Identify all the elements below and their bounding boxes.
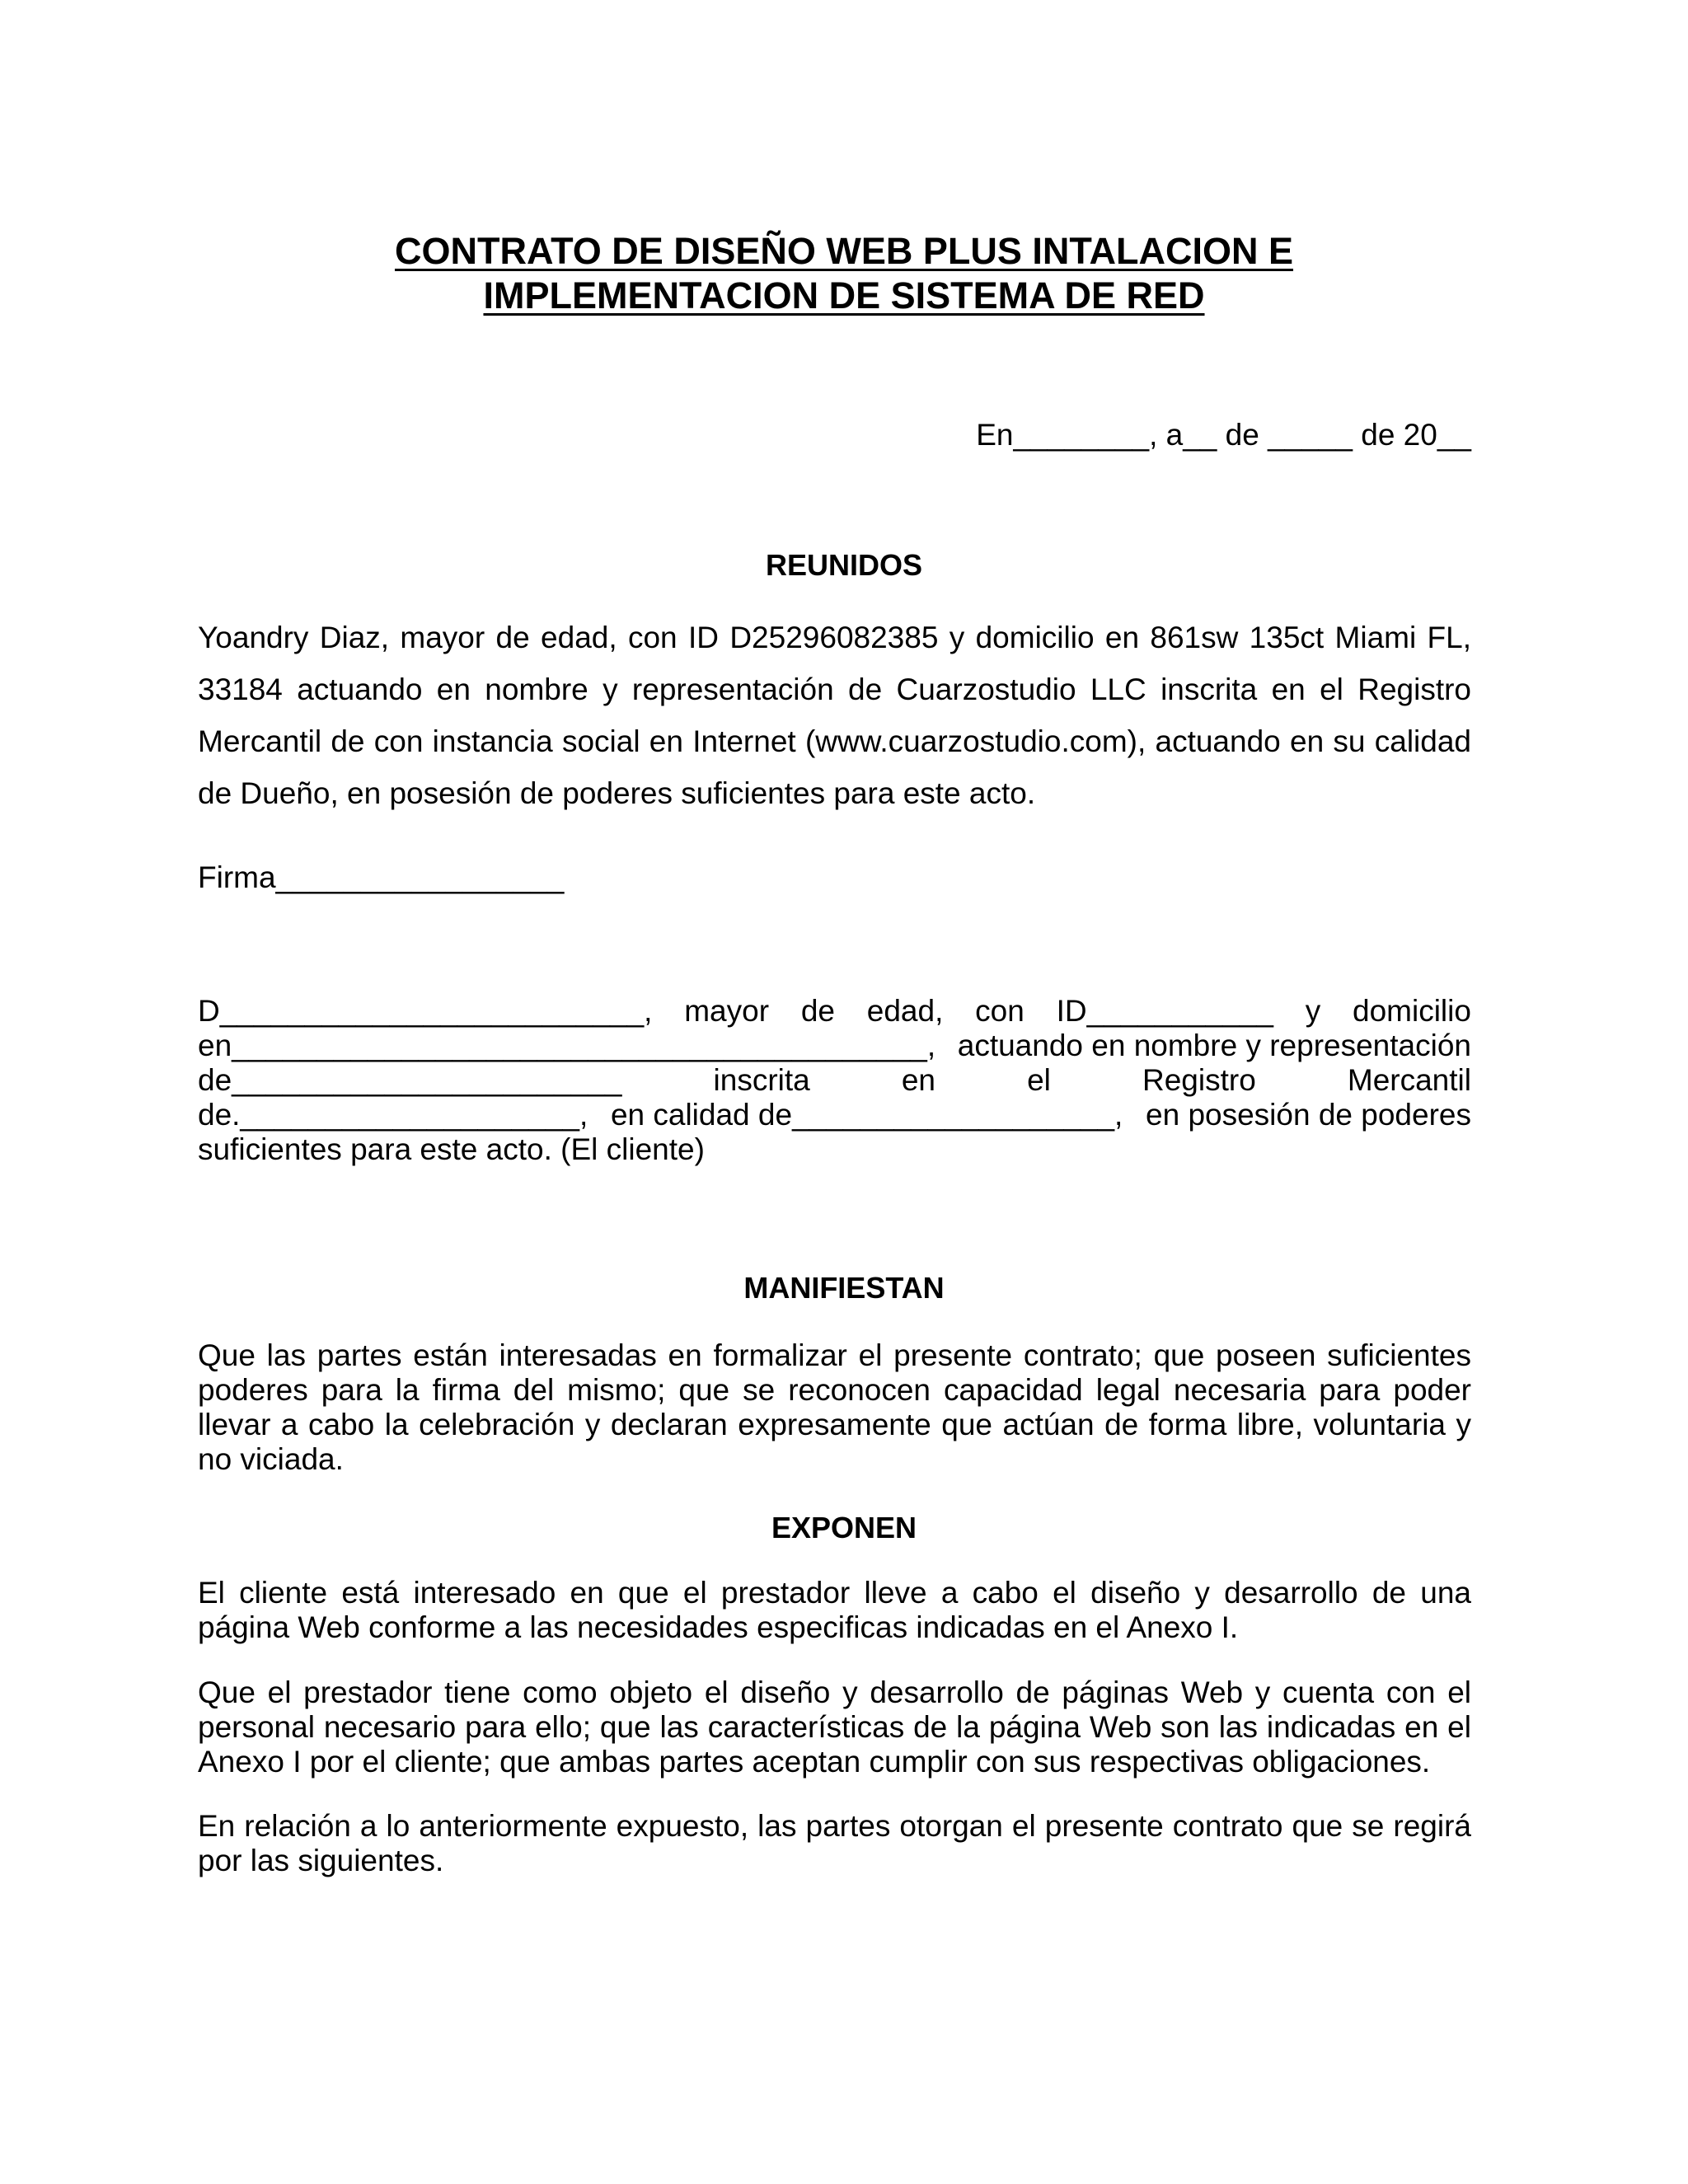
client-row-1-word: mayor [684, 994, 770, 1028]
client-row-3-word: el [1027, 1063, 1051, 1097]
heading-manifiestan: MANIFIESTAN [743, 1271, 945, 1305]
heading-reunidos: REUNIDOS [765, 548, 923, 582]
client-row-2-text: actuando en nombre y representación [957, 1029, 1471, 1062]
client-row-1-word: y [1305, 994, 1321, 1028]
client-row-3 [198, 1063, 1471, 1098]
client-row-1-word: de [800, 994, 835, 1028]
client-row-1-word: domicilio [1353, 994, 1471, 1028]
client-row-1-word: con [975, 994, 1025, 1028]
client-row-3-word: Mercantil [1347, 1063, 1471, 1097]
place-date-line: En________, a__ de _____ de 20__ [976, 418, 1471, 452]
client-row-1-word: edad, [866, 994, 944, 1028]
client-row-1 [198, 994, 1471, 1029]
provider-paragraph: Yoandry Diaz, mayor de edad, con ID D25296082385 y domicilio en 861sw 135ct Miami FL, 33184 actuando en nombre y representación de Cuarzostudio LLC inscrita en el Registro Mercantil de con instancia social en Internet (www.cuarzostudio.com), actuando en su calidad de Dueño, en posesión de poderes suficientes para este acto. [198, 621, 1471, 810]
client-row-3-word: inscrita [713, 1063, 810, 1097]
client-row-4-text: en posesión de poderes [1146, 1098, 1471, 1132]
heading-exponen: EXPONEN [771, 1511, 917, 1544]
exponen-paragraph-2: Que el prestador tiene como objeto el diseño y desarrollo de páginas Web y cuenta con el personal necesario para ello; que las características de la página Web son las indicadas en el Anexo I por el cliente; que ambas partes aceptan cumplir con sus respectivas obligaciones. [198, 1675, 1471, 1779]
client-row-2 [198, 1029, 1471, 1063]
exponen-paragraph-3: En relación a lo anteriormente expuesto, las partes otorgan el presente contrato que se regirá por las siguientes. [198, 1809, 1471, 1877]
client-company-field: de_______________________ [198, 1063, 622, 1097]
client-registry-field: de.____________________, [198, 1098, 588, 1132]
exponen-paragraph-1: El cliente está interesado en que el prestador lleve a cabo el diseño y desarrollo de una página Web conforme a las necesidades especificas indicadas en el Anexo I. [198, 1576, 1471, 1644]
client-capacity-field: en calidad de___________________, [610, 1098, 1123, 1132]
client-id-field: ID___________ [1056, 994, 1273, 1028]
manifiestan-paragraph: Que las partes están interesadas en formalizar el presente contrato; que poseen suficientes poderes para la firma del mismo; que se reconocen capacidad legal necesaria para poder llevar a cabo la celebración y declaran expresamente que actúan de forma libre, voluntaria y no viciada. [198, 1338, 1471, 1476]
client-row-5: suficientes para este acto. (El cliente) [198, 1132, 705, 1166]
client-address-field: en_________________________________________, [198, 1029, 936, 1062]
client-row-3-word: Registro [1142, 1063, 1256, 1097]
client-row-3-word: en [901, 1063, 935, 1097]
document-title-line-1: CONTRATO DE DISEÑO WEB PLUS INTALACION E [394, 230, 1294, 272]
document-title-line-2: IMPLEMENTACION DE SISTEMA DE RED [483, 274, 1205, 316]
client-name-field: D_________________________, [198, 994, 653, 1028]
signature-line: Firma_________________ [198, 860, 565, 894]
client-row-4 [198, 1098, 1471, 1132]
